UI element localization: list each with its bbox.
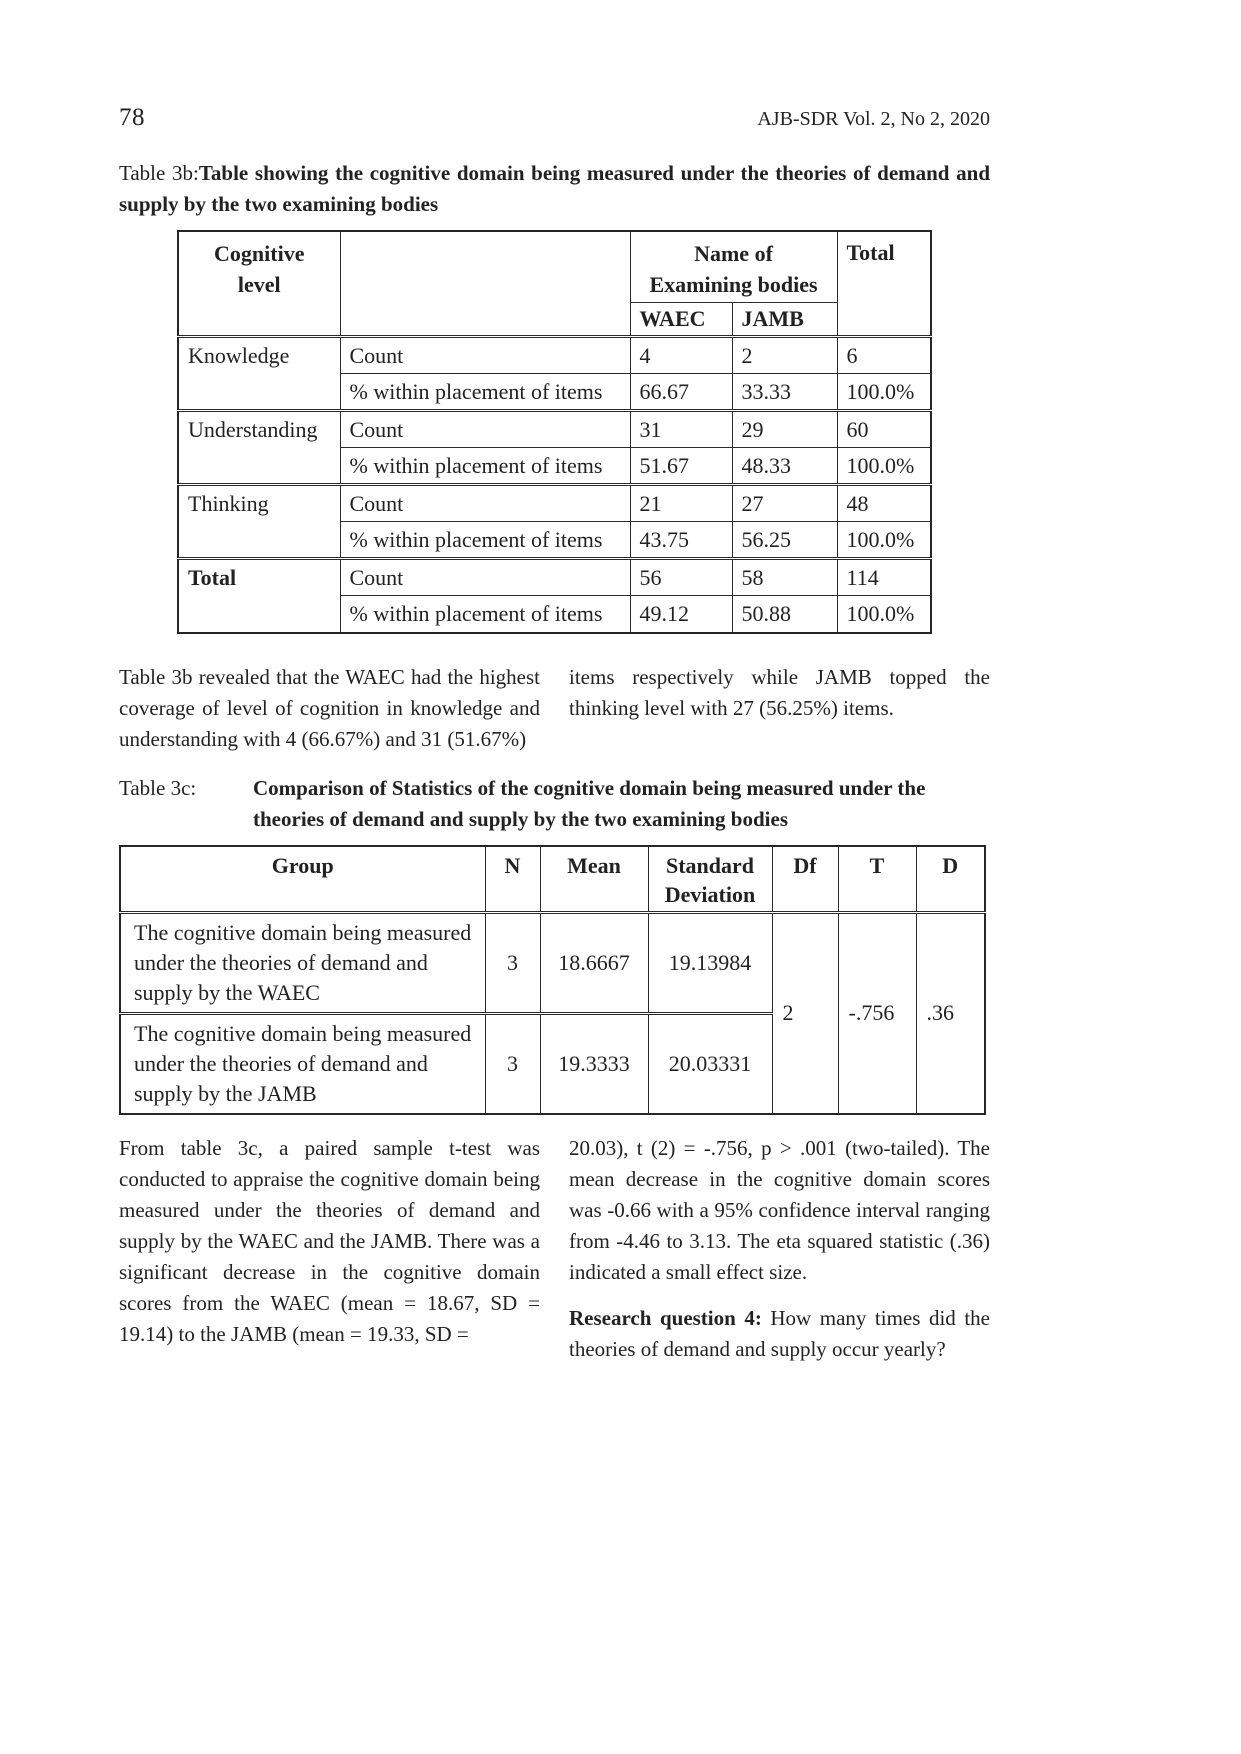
table-row-knowledge-count [178, 337, 931, 374]
cell-sd: 20.03331 [648, 1013, 772, 1114]
cell-value: 56 [630, 559, 732, 596]
cell-mean: 18.6667 [540, 912, 648, 1013]
cell-value: 100.0% [837, 522, 931, 559]
cell-value: 56.25 [732, 522, 837, 559]
table-row-total-count [178, 559, 931, 596]
col-header-total: Total [837, 231, 931, 337]
col-header-mean: Mean [540, 846, 648, 913]
cell-value: 51.67 [630, 448, 732, 485]
table3c-caption [119, 773, 990, 835]
cell-value: 100.0% [837, 596, 931, 633]
cell-value: 48.33 [732, 448, 837, 485]
table-row-thinking-count [178, 485, 931, 522]
cell-value: 50.88 [732, 596, 837, 633]
cell-pct-label: % within placement of items [340, 596, 630, 633]
table3b-caption-text: Table showing the cognitive domain being measured under the theories of demand and supply by the two examining bodies [119, 161, 990, 216]
research-question-4-label: Research question 4: [569, 1305, 762, 1330]
cell-count-label: Count [340, 485, 630, 522]
cell-d: .36 [916, 912, 985, 1114]
table-3b [177, 230, 932, 634]
research-question-4-text: How many times did the theories of demand and supply occur yearly? [569, 1305, 990, 1361]
cell-value: 66.67 [630, 374, 732, 411]
discussion-right-text: 20.03), t (2) = -.756, p > .001 (two-tailed). The mean decrease in the cognitive domain scores was -0.66 with a 95% confidence interval ranging from -4.46 to 3.13. The eta squared statistic (.36) indicated a small effect size. [569, 1135, 990, 1284]
col-header-jamb: JAMB [732, 303, 837, 337]
cell-level-understanding: Understanding [178, 411, 340, 485]
col-header-blank [340, 231, 630, 337]
table3c-caption-label: Table 3c: [119, 775, 197, 800]
cell-value: 29 [732, 411, 837, 448]
cell-value: 33.33 [732, 374, 837, 411]
col-header-group: Group [120, 846, 485, 913]
cell-value: 27 [732, 485, 837, 522]
page-header [119, 104, 990, 132]
table3b-caption [119, 158, 990, 220]
note-right-column: items respectively while JAMB topped the thinking level with 27 (56.25%) items. [569, 664, 990, 720]
page-number: 78 [119, 104, 145, 131]
cell-value: 21 [630, 485, 732, 522]
cell-value: 49.12 [630, 596, 732, 633]
cell-value: 100.0% [837, 374, 931, 411]
table3b-note [119, 662, 990, 755]
journal-header: AJB-SDR Vol. 2, No 2, 2020 [757, 108, 990, 130]
note-left-column: Table 3b revealed that the WAEC had the highest coverage of level of cognition in knowledge and understanding with 4 (66.67%) and 31 (51.67%) [119, 664, 540, 751]
col-header-n: N [485, 846, 540, 913]
cell-value: 43.75 [630, 522, 732, 559]
col-header-d: D [916, 846, 985, 913]
table3c-header-row [120, 846, 985, 913]
cell-count-label: Count [340, 337, 630, 374]
cell-n: 3 [485, 912, 540, 1013]
table3b-caption-label: Table 3b: [119, 161, 199, 185]
cell-value: 48 [837, 485, 931, 522]
discussion-left-column: From table 3c, a paired sample t-test was conducted to appraise the cognitive domain being measured under the theories of demand and supply by the WAEC and the JAMB. There was a significant decrease in the cognitive domain scores from the WAEC (mean = 18.67, SD = 19.14) to the JAMB (mean = 19.33, SD = [119, 1135, 540, 1346]
cell-pct-label: % within placement of items [340, 374, 630, 411]
cell-df: 2 [772, 912, 838, 1114]
table3c-caption-text: Comparison of Statistics of the cognitive domain being measured under the theories of demand and supply by the two examining bodies [253, 775, 926, 831]
cell-level-thinking: Thinking [178, 485, 340, 559]
cell-t: -.756 [838, 912, 916, 1114]
cell-value: 31 [630, 411, 732, 448]
cell-value: 2 [732, 337, 837, 374]
col-header-waec: WAEC [630, 303, 732, 337]
cell-n: 3 [485, 1013, 540, 1114]
cell-mean: 19.3333 [540, 1013, 648, 1114]
cell-sd: 19.13984 [648, 912, 772, 1013]
col-header-cognitive-level [178, 231, 340, 337]
col-header-cognitive-level-text: Cognitive level [214, 241, 305, 297]
cell-count-label: Count [340, 411, 630, 448]
col-header-examining-bodies: Name of Examining bodies [630, 231, 837, 303]
cell-value: 114 [837, 559, 931, 596]
table-row-waec-group [120, 912, 985, 1013]
cell-value: 6 [837, 337, 931, 374]
col-header-df: Df [772, 846, 838, 913]
cell-group-jamb: The cognitive domain being measured under the theories of demand and supply by the JAMB [120, 1013, 485, 1114]
col-header-t: T [838, 846, 916, 913]
table-3c [119, 845, 986, 1115]
cell-level-total: Total [178, 559, 340, 633]
cell-pct-label: % within placement of items [340, 522, 630, 559]
table3b-header-row-1 [178, 231, 931, 303]
col-header-sd: Standard Deviation [648, 846, 772, 913]
cell-pct-label: % within placement of items [340, 448, 630, 485]
cell-level-knowledge: Knowledge [178, 337, 340, 411]
cell-value: 100.0% [837, 448, 931, 485]
cell-value: 60 [837, 411, 931, 448]
cell-value: 58 [732, 559, 837, 596]
table-row-understanding-count [178, 411, 931, 448]
discussion-right-column [569, 1133, 990, 1365]
cell-count-label: Count [340, 559, 630, 596]
research-question-4 [569, 1303, 990, 1365]
cell-value: 4 [630, 337, 732, 374]
table3c-discussion [119, 1133, 990, 1365]
cell-group-waec: The cognitive domain being measured under the theories of demand and supply by the WAEC [120, 912, 485, 1013]
